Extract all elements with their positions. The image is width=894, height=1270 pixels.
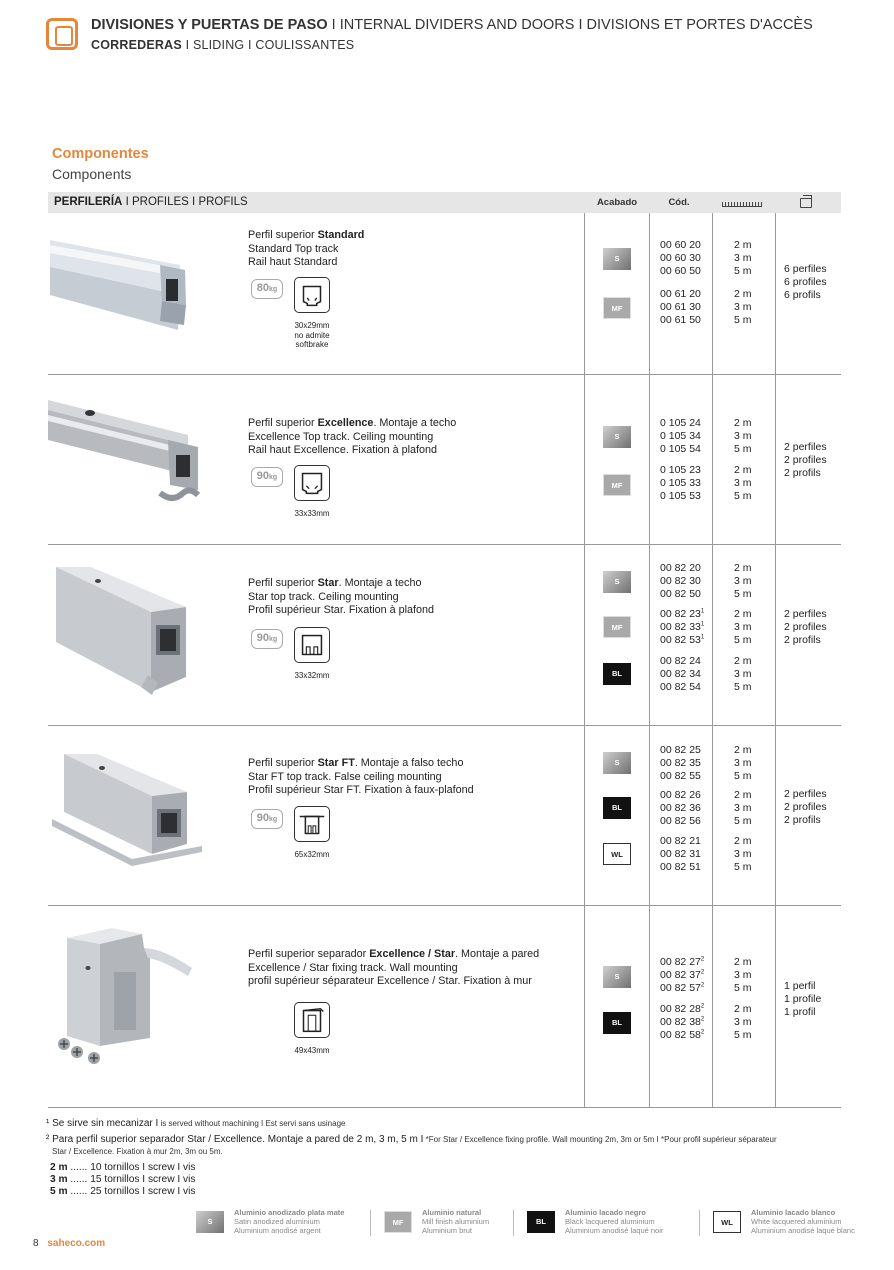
finish-swatch: BL xyxy=(527,1211,555,1233)
finish-badge: WL xyxy=(603,843,631,865)
description-es: Perfil superior Star FT. Montaje a falso techo xyxy=(248,757,464,769)
pack-quantity: 1 perfil 1 profile 1 profil xyxy=(784,980,822,1019)
length-group: 2 m 3 m 5 m xyxy=(734,288,752,327)
header-subtitle: CORREDERAS I SLIDING I COULISSANTES xyxy=(91,38,355,52)
footnote-1: ¹ Se sirve sin mecanizar I is served without machining I Est servi sans usinage xyxy=(46,1118,346,1129)
code-group: 00 82 24 00 82 34 00 82 54 xyxy=(660,655,701,694)
finish-badge: MF xyxy=(603,297,631,319)
length-group: 2 m 3 m 5 m xyxy=(734,239,752,278)
length-group: 2 m 3 m 5 m xyxy=(734,464,752,503)
finish-badge: S xyxy=(603,248,631,270)
pack-quantity: 2 perfiles 2 profiles 2 profils xyxy=(784,608,827,647)
load-badge: 90kg xyxy=(251,467,283,487)
description-fr: Profil supérieur Star. Fixation à plafond xyxy=(248,604,435,616)
header-title: DIVISIONES Y PUERTAS DE PASO I INTERNAL DIVIDERS AND DOORS I DIVISIONS ET PORTES D'ACCÈS xyxy=(91,17,813,33)
load-badge: 90kg xyxy=(251,809,283,829)
finish-badge: S xyxy=(603,966,631,988)
table-row xyxy=(48,545,841,726)
page-header xyxy=(46,16,866,56)
table-header-finish: Acabado xyxy=(596,197,638,208)
star-track-image xyxy=(56,567,196,699)
code-group: 00 82 21 00 82 31 00 82 51 xyxy=(660,835,701,874)
description-es: Perfil superior Excellence. Montaje a techo xyxy=(248,417,457,429)
description-es: Perfil superior separador Excellence / Star. Montaje a pared xyxy=(248,948,540,960)
profiles-table xyxy=(48,192,841,1108)
table-header-group: PERFILERÍA I PROFILES I PROFILS xyxy=(54,196,248,208)
finish-badge: BL xyxy=(603,797,631,819)
list-item: 2 m ...... 10 tornillos I screw I vis xyxy=(50,1162,196,1173)
table-row xyxy=(48,213,841,375)
description-fr: Rail haut Excellence. Fixation à plafond xyxy=(248,444,438,456)
code-group: 0 105 24 0 105 34 0 105 54 xyxy=(660,417,701,456)
finish-badge: S xyxy=(603,426,631,448)
footnote-2: ² Para perfil superior separador Star / Excellence. Montaje a pared de 2 m, 3 m, 5 m I *For Star / Excellence fixing profile. Wall mounting 2m, 3m or 5m I *Pour profil supérieur séparateur xyxy=(46,1134,777,1145)
pack-quantity: 6 perfiles 6 profiles 6 profils xyxy=(784,263,827,302)
section-subtitle: Components xyxy=(52,166,132,182)
length-group: 2 m 3 m 5 m xyxy=(734,655,752,694)
description-fr: Profil supérieur Star FT. Fixation à faux-plafond xyxy=(248,784,474,796)
excellence-track-image xyxy=(48,395,200,515)
package-icon xyxy=(800,198,812,208)
description-en: Excellence / Star fixing track. Wall mounting xyxy=(248,961,458,974)
ruler-icon xyxy=(722,198,762,208)
length-group: 2 m 3 m 5 m xyxy=(734,789,752,828)
code-group: 00 82 20 00 82 30 00 82 50 xyxy=(660,562,701,601)
section-dimensions: 65x32mm xyxy=(294,850,330,859)
length-group: 2 m 3 m 5 m xyxy=(734,835,752,874)
screw-count-list xyxy=(50,1162,196,1198)
length-group: 2 m 3 m 5 m xyxy=(734,608,752,647)
code-group: 00 82 $27^2$ 00 82 $37^2$ 00 82 $57^2$ xyxy=(660,956,705,995)
length-group: 2 m 3 m 5 m xyxy=(734,1003,752,1042)
profile-section-icon xyxy=(294,277,330,313)
product-description xyxy=(248,417,456,458)
product-description xyxy=(248,757,474,798)
finish-badge: BL xyxy=(603,663,631,685)
finish-swatch: MF xyxy=(384,1211,412,1233)
finish-swatch: WL xyxy=(713,1211,741,1233)
section-title: Componentes xyxy=(52,146,149,162)
description-en: Excellence Top track. Ceiling mounting xyxy=(248,430,434,443)
code-group: 00 82 25 00 82 35 00 82 55 xyxy=(660,744,701,783)
table-row xyxy=(48,726,841,906)
product-description xyxy=(248,577,434,618)
code-group: 0 105 23 0 105 33 0 105 53 xyxy=(660,464,701,503)
code-group: 00 82 26 00 82 36 00 82 56 xyxy=(660,789,701,828)
length-group: 2 m 3 m 5 m xyxy=(734,956,752,995)
description-es: Perfil superior Standard xyxy=(248,229,365,241)
list-item: 5 m ...... 25 tornillos I screw I vis xyxy=(50,1186,196,1197)
footnote-2-continued: Star / Excellence. Fixation à mur 2m, 3m ou 5m. xyxy=(52,1147,223,1156)
finish-swatch: S xyxy=(196,1211,224,1233)
profile-section-icon xyxy=(294,1002,330,1038)
profile-section-icon xyxy=(294,465,330,501)
standard-track-image xyxy=(50,235,190,335)
code-group: 00 82 $23^1$ 00 82 $33^1$ 00 82 $53^1$ xyxy=(660,608,705,647)
page-number: 8 xyxy=(33,1238,39,1249)
finish-badge: BL xyxy=(603,1012,631,1034)
table-row xyxy=(48,906,841,1108)
description-en: Star top track. Ceiling mounting xyxy=(248,590,399,603)
length-group: 2 m 3 m 5 m xyxy=(734,562,752,601)
section-dimensions: 33x33mm xyxy=(294,509,330,518)
description-en: Standard Top track xyxy=(248,242,339,255)
section-dimensions: 49x43mm xyxy=(294,1046,330,1055)
code-group: 00 60 20 00 60 30 00 60 50 xyxy=(660,239,701,278)
star-ft-track-image xyxy=(52,754,202,872)
load-badge: 80kg xyxy=(251,279,283,299)
finish-badge: MF xyxy=(603,474,631,496)
code-group: 00 61 20 00 61 30 00 61 50 xyxy=(660,288,701,327)
pack-quantity: 2 perfiles 2 profiles 2 profils xyxy=(784,441,827,480)
separator-track-image xyxy=(52,928,202,1088)
finish-badge: S xyxy=(603,752,631,774)
table-header xyxy=(48,192,841,213)
length-group: 2 m 3 m 5 m xyxy=(734,744,752,783)
website-link[interactable]: saheco.com xyxy=(47,1238,106,1249)
section-dimensions: 30x29mm no admite softbrake xyxy=(294,321,330,349)
code-group: 00 82 $28^2$ 00 82 $38^2$ 00 82 $58^2$ xyxy=(660,1003,705,1042)
finish-badge: MF xyxy=(603,616,631,638)
section-dimensions: 33x32mm xyxy=(294,671,330,680)
description-es: Perfil superior Star. Montaje a techo xyxy=(248,577,422,589)
product-description xyxy=(248,229,364,270)
description-fr: Rail haut Standard xyxy=(248,256,338,268)
description-en: Star FT top track. False ceiling mounting xyxy=(248,770,442,783)
list-item: 3 m ...... 15 tornillos I screw I vis xyxy=(50,1174,196,1185)
table-row xyxy=(48,375,841,545)
page-footer xyxy=(33,1238,105,1249)
product-description xyxy=(248,948,539,989)
pack-quantity: 2 perfiles 2 profiles 2 profils xyxy=(784,788,827,827)
length-group: 2 m 3 m 5 m xyxy=(734,417,752,456)
table-header-code: Cód. xyxy=(668,197,690,208)
profile-section-icon xyxy=(294,627,330,663)
load-badge: 90kg xyxy=(251,629,283,649)
saheco-logo-icon xyxy=(46,18,78,50)
profile-section-icon xyxy=(294,806,330,842)
description-fr: profil supérieur séparateur Excellence / Star. Fixation à mur xyxy=(248,975,532,987)
finish-badge: S xyxy=(603,571,631,593)
